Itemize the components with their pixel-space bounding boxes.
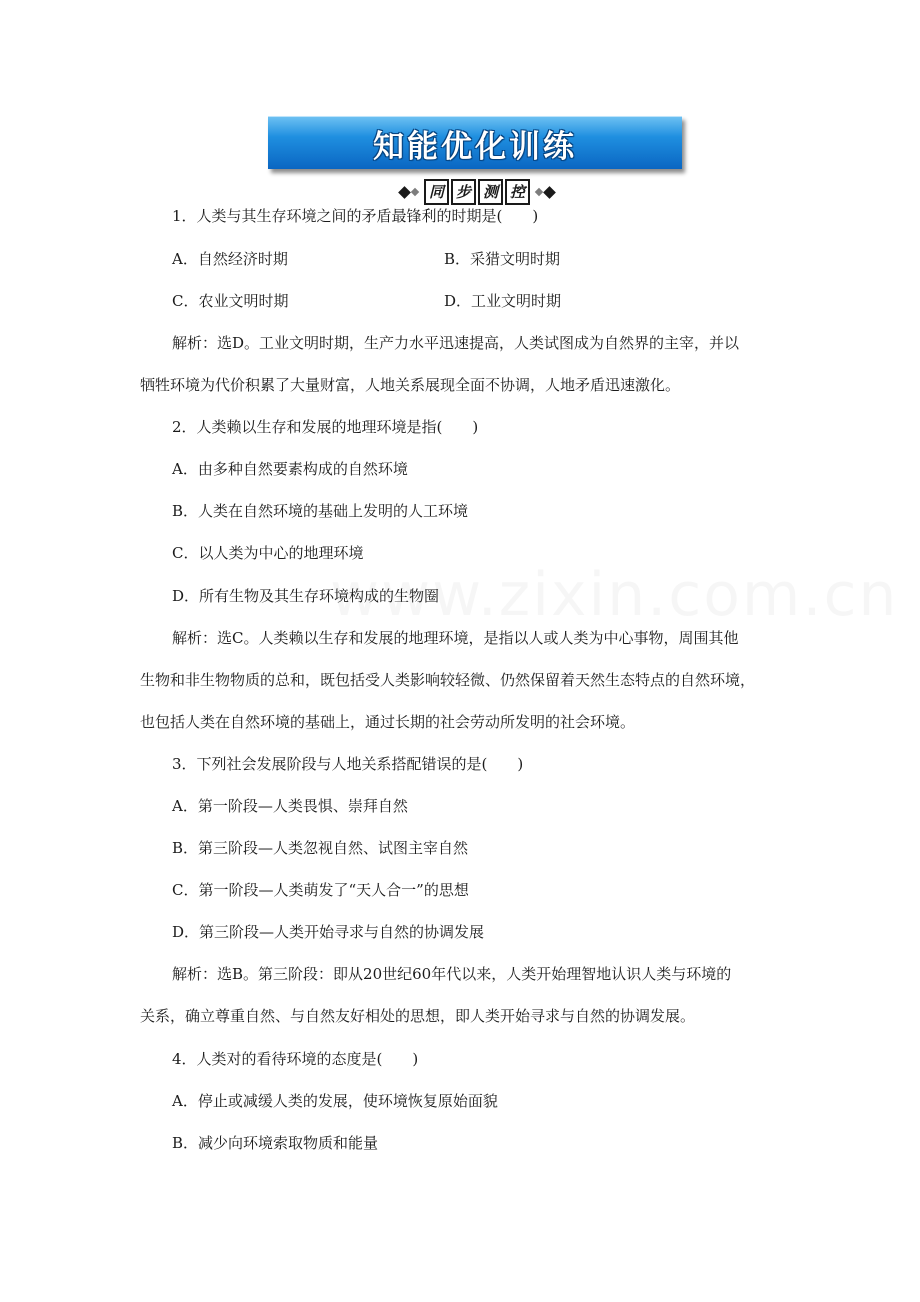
- diamond-icon: [411, 188, 419, 196]
- question-stem: 2．人类赖以生存和发展的地理环境是指( ): [172, 418, 479, 436]
- option: B．采猎文明时期: [444, 250, 561, 268]
- option: A．第一阶段—人类畏惧、崇拜自然: [172, 797, 408, 815]
- question-stem: 1．人类与其生存环境之间的矛盾最锋利的时期是( ): [172, 207, 539, 225]
- analysis-line: 解析：选D。工业文明时期，生产力水平迅速提高，人类试图成为自然界的主宰，并以: [172, 334, 740, 352]
- diamond-icon: [398, 186, 411, 199]
- subheading-char: 同: [424, 179, 449, 205]
- option: A．自然经济时期: [172, 250, 288, 268]
- section-subheading: [377, 178, 577, 206]
- subheading-char: 控: [505, 179, 530, 205]
- question-stem: 3．下列社会发展阶段与人地关系搭配错误的是( ): [172, 755, 524, 773]
- option: D．第三阶段—人类开始寻求与自然的协调发展: [172, 923, 485, 941]
- option: C．以人类为中心的地理环境: [172, 544, 364, 562]
- analysis-line: 解析：选C。人类赖以生存和发展的地理环境，是指以人或人类为中心事物，周围其他: [172, 629, 739, 647]
- option: C．第一阶段—人类萌发了“天人合一”的思想: [172, 881, 469, 899]
- analysis-line: 关系，确立尊重自然、与自然友好相处的思想，即人类开始寻求与自然的协调发展。: [140, 1007, 696, 1025]
- banner-title: 知能优化训练: [373, 128, 577, 165]
- diamond-icon: [543, 186, 556, 199]
- subheading-char: 测: [478, 179, 503, 205]
- subheading-char: 步: [451, 179, 476, 205]
- analysis-line: 牺牲环境为代价积累了大量财富，人地关系展现全面不协调，人地矛盾迅速激化。: [140, 376, 681, 394]
- option: B．第三阶段—人类忽视自然、试图主宰自然: [172, 839, 469, 857]
- analysis-line: 也包括人类在自然环境的基础上，通过长期的社会劳动所发明的社会环境。: [140, 713, 636, 731]
- analysis-line: 生物和非生物物质的总和，既包括受人类影响较轻微、仍然保留着天然生态特点的自然环境，: [140, 671, 756, 689]
- option: B．减少向环境索取物质和能量: [172, 1134, 379, 1152]
- option: A．停止或减缓人类的发展，使环境恢复原始面貌: [172, 1092, 498, 1110]
- question-stem: 4．人类对的看待环境的态度是( ): [172, 1050, 419, 1068]
- option: C．农业文明时期: [172, 292, 289, 310]
- option: B．人类在自然环境的基础上发明的人工环境: [172, 502, 469, 520]
- analysis-line: 解析：选B。第三阶段：即从20世纪60年代以来，人类开始理智地认识人类与环境的: [172, 965, 732, 983]
- title-banner: [268, 116, 682, 169]
- option: A．由多种自然要素构成的自然环境: [172, 460, 408, 478]
- option: D．工业文明时期: [444, 292, 562, 310]
- option: D．所有生物及其生存环境构成的生物圈: [172, 587, 440, 605]
